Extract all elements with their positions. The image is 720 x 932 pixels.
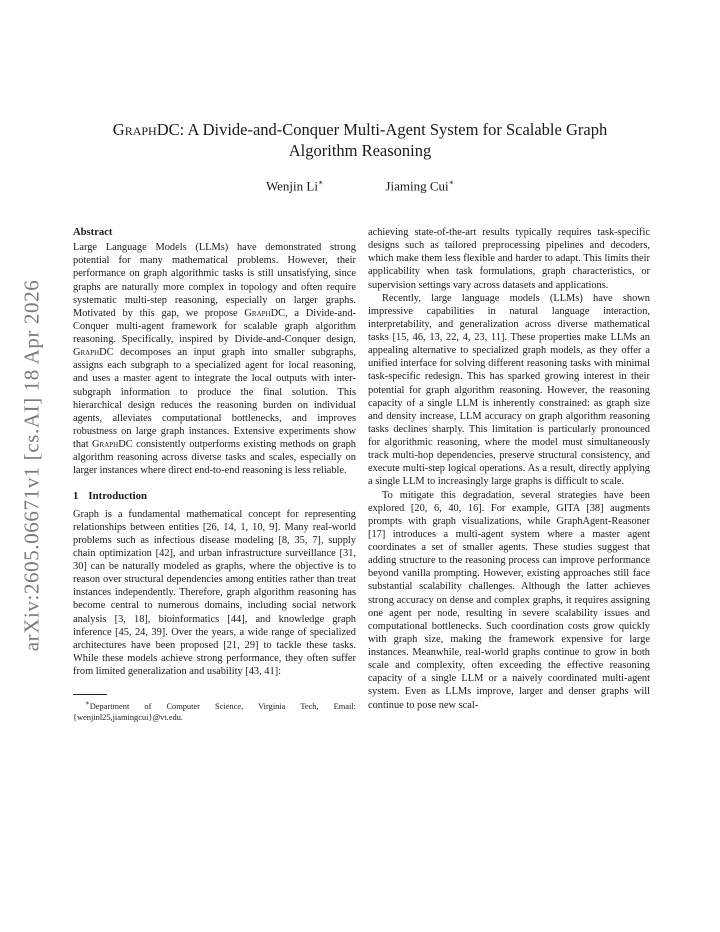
intro-paragraph-mitigate: To mitigate this degradation, several strategies have been explored [20, 6, 40, 16]. For example, GITA [38] augments prompts with graph visualizations, while GraphAgent-Reasoner [17] introduces a multi-agent system where a master agent coordinates a set of smaller agents. These studies suggest that adding structure to the reasoning process can improve performance beyond vanilla prompting. However, existing approaches still face substantial scalability challenges. Although the latter achieves strong accuracy on dense and complex graphs, it requires assigning one agent per node, resulting in severe scalability issues and computational bottlenecks. Such coordination costs grow quickly with graph size, making the framework expensive for large instances. Meanwhile, real-world graphs continue to grow in both scale and complexity, often exceeding the effective reasoning capacity of a single LLM or a naively coordinated multi-agent system. Even as LLMs improve, larger and denser graphs will continue to pose new scal- — [368, 489, 650, 711]
author-1: Wenjin Li∗ — [265, 178, 324, 194]
left-column — [73, 226, 356, 723]
title-system-name: GraphDC — [112, 120, 180, 139]
author-2: Jiaming Cui∗ — [385, 178, 455, 194]
paper-title — [80, 119, 640, 161]
title-line1: : A Divide-and-Conquer Multi-Agent System for Scalable Graph — [179, 120, 608, 139]
abstract-heading: Abstract — [73, 227, 113, 238]
intro-paragraph-1: Graph is a fundamental mathematical concept for representing relationships between entities [26, 14, 1, 10, 9]. Many real-world problems such as infectious disease modeling [8, 35, 7], supply chain optimization [42], and urban infrastructure surveillance [31, 30] can be naturally modeled as graphs, where the objective is to reason over structural dependencies among entities rather than treat instances independently. Therefore, graph algorithm reasoning has become central to numerous domains, including social network analysis [3, 18], bioinformatics [44], and knowledge graph inference [45, 24, 39]. Over the years, a wide range of specialized architectures have been proposed [21, 29] to tackle these tasks. While these models achieve strong performance, they often suffer from limited generalization and usability [43, 41]: — [73, 508, 356, 677]
intro-paragraph-continued: achieving state-of-the-art results typically requires task-specific designs such as tailored preprocessing pipelines and decoders, which make them less flexible and harder to adapt. This limits their applicability when task formulations, graph characteristics, or supervision settings vary across datasets and applications. — [368, 227, 650, 291]
intro-paragraph-llms: Recently, large language models (LLMs) have shown impressive capabilities in natural language interaction, interpretability, and generalization across diverse mathematical tasks [15, 46, 13, 22, 4, 23, 11]. These properties make LLMs an appealing alternative to specialized graph models, as they offer a unified interface for solving different reasoning tasks with minimal task-specific redesign. This has sparked growing interest in their potential for graph algorithm reasoning. However, the reasoning capacity of a single LLM is inherently constrained: as graph size and density increase, LLM accuracy on graph algorithm reasoning tasks declines sharply. This limitation is particularly pronounced for algorithmic reasoning, where the model must simultaneously track multi-hop dependencies, preserve structural consistency, and execute multi-step logical operations. As a result, directly applying a single LLM to increasingly large graphs is difficult to scale. — [368, 292, 650, 488]
right-column — [368, 226, 650, 712]
section-heading-introduction: 1 Introduction — [73, 490, 148, 503]
footnote-rule — [73, 694, 107, 695]
arxiv-identifier-stamp — [12, 265, 52, 665]
footnote-affiliation: ∗Department of Computer Science, Virginia Tech, Email: {wenjinl25,jiamingcui}@vt.edu. — [73, 699, 356, 722]
arxiv-stamp-text: arXiv:2605.06671v1 [cs.AI] 18 Apr 2026 — [19, 279, 44, 651]
abstract-body: Large Language Models (LLMs) have demonstrated strong potential for many mathematical problems. However, their performance on graph algorithmic tasks is still unsatisfying, since graphs are naturally more complex in topology and often require systematic multi-step reasoning, especially on larger graphs. Motivated by this gap, we propose GraphDC, a Divide-and-Conquer multi-agent framework for scalable graph algorithm reasoning. Specifically, inspired by Divide-and-Conquer design, GraphDC decomposes an input graph into smaller subgraphs, assigns each subgraph to a specialized agent for local reasoning, and uses a master agent to integrate the local outputs with inter-subgraph information to produce the final solution. This hierarchical design reduces the reasoning burden on individual agents, alleviates computational bottlenecks, and improves robustness on large graph instances. Extensive experiments show that GraphDC consistently outperforms existing methods on graph algorithm reasoning across diverse tasks and scales, especially on larger instances where direct end-to-end reasoning is less reliable. — [73, 242, 357, 477]
title-line2: Algorithm Reasoning — [288, 141, 432, 160]
author-list — [0, 178, 720, 194]
